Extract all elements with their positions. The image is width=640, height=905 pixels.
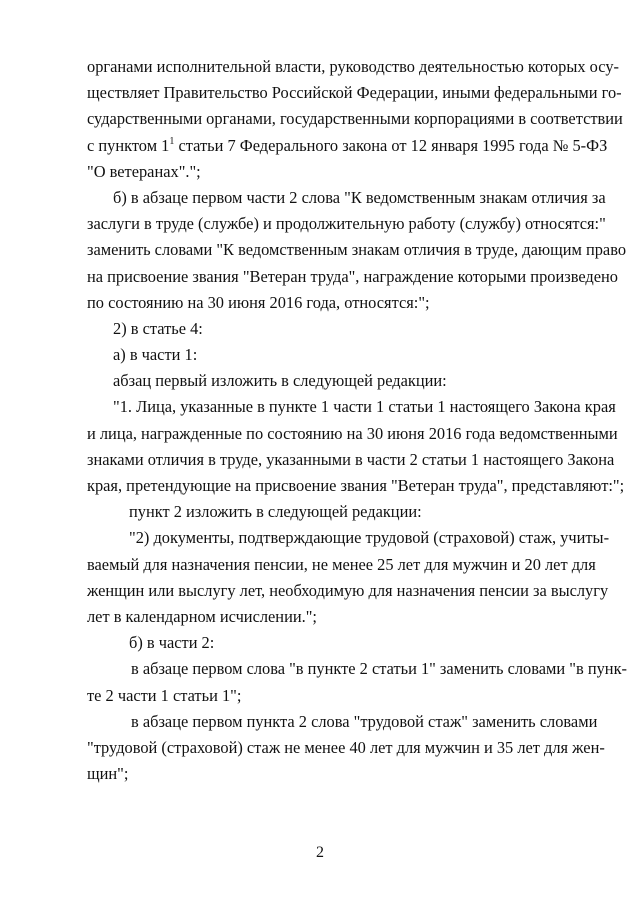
text-line: в абзаце первом пункта 2 слова "трудовой стаж" заменить словами [131, 711, 598, 731]
text-line: пункт 2 изложить в следующей редакции: [129, 502, 422, 522]
superscript: 1 [169, 135, 175, 147]
text-line: б) в абзаце первом части 2 слова "К ведомственным знакам отличия за [113, 187, 606, 207]
text-fragment: статьи 7 Федерального закона от 12 января 1995 года № 5-ФЗ [174, 135, 608, 155]
text-line: 2) в статье 4: [113, 318, 203, 338]
text-line: абзац первый изложить в следующей редакции: [113, 371, 447, 391]
text-line: органами исполнительной власти, руководство деятельностью которых осу- [87, 57, 619, 76]
text-line: ваемый для назначения пенсии, не менее 25 лет для мужчин и 20 лет для [87, 554, 596, 574]
text-line: сударственными органами, государственными корпорациями в соответствии [87, 109, 623, 129]
text-line: на присвоение звания "Ветеран труда", награждение которыми произведено [87, 266, 618, 286]
text-line: те 2 части 1 статьи 1"; [87, 685, 242, 705]
text-line: заменить словами "К ведомственным знакам отличия в труде, дающим право [87, 240, 627, 260]
text-line: лет в календарном исчислении."; [87, 606, 317, 626]
text-line: "1. Лица, указанные в пункте 1 части 1 статьи 1 настоящего Закона края [113, 397, 616, 417]
text-line: щин"; [87, 764, 129, 784]
text-line: "О ветеранах"."; [87, 161, 201, 181]
text-line: а) в части 1: [113, 345, 198, 365]
text-fragment: с пунктом 1 [87, 135, 170, 155]
text-line: в абзаце первом слова "в пункте 2 статьи 1" заменить словами "в пунк- [131, 659, 627, 679]
text-line: ществляет Правительство Российской Федерации, иными федеральными го- [87, 83, 622, 103]
text-line: "2) документы, подтверждающие трудовой (страховой) стаж, учиты- [129, 528, 610, 548]
text-line: края, претендующие на присвоение звания "Ветеран труда", представляют:"; [87, 476, 625, 495]
text-line: знаками отличия в труде, указанными в части 2 статьи 1 настоящего Закона [87, 449, 615, 469]
text-line [87, 133, 608, 159]
text-line: женщин или выслугу лет, необходимую для назначения пенсии за выслугу [87, 580, 609, 600]
text-line: по состоянию на 30 июня 2016 года, относятся:"; [87, 292, 430, 312]
text-line: и лица, награжденные по состоянию на 30 июня 2016 года ведомственными [87, 423, 618, 443]
document-body [87, 54, 627, 787]
text-line: "трудовой (страховой) стаж не менее 40 лет для мужчин и 35 лет для жен- [87, 737, 605, 757]
text-line: заслуги в труде (службе) и продолжительную работу (службу) относятся:" [87, 214, 606, 234]
text-line: б) в части 2: [129, 633, 215, 653]
page-number: 2 [316, 844, 324, 861]
